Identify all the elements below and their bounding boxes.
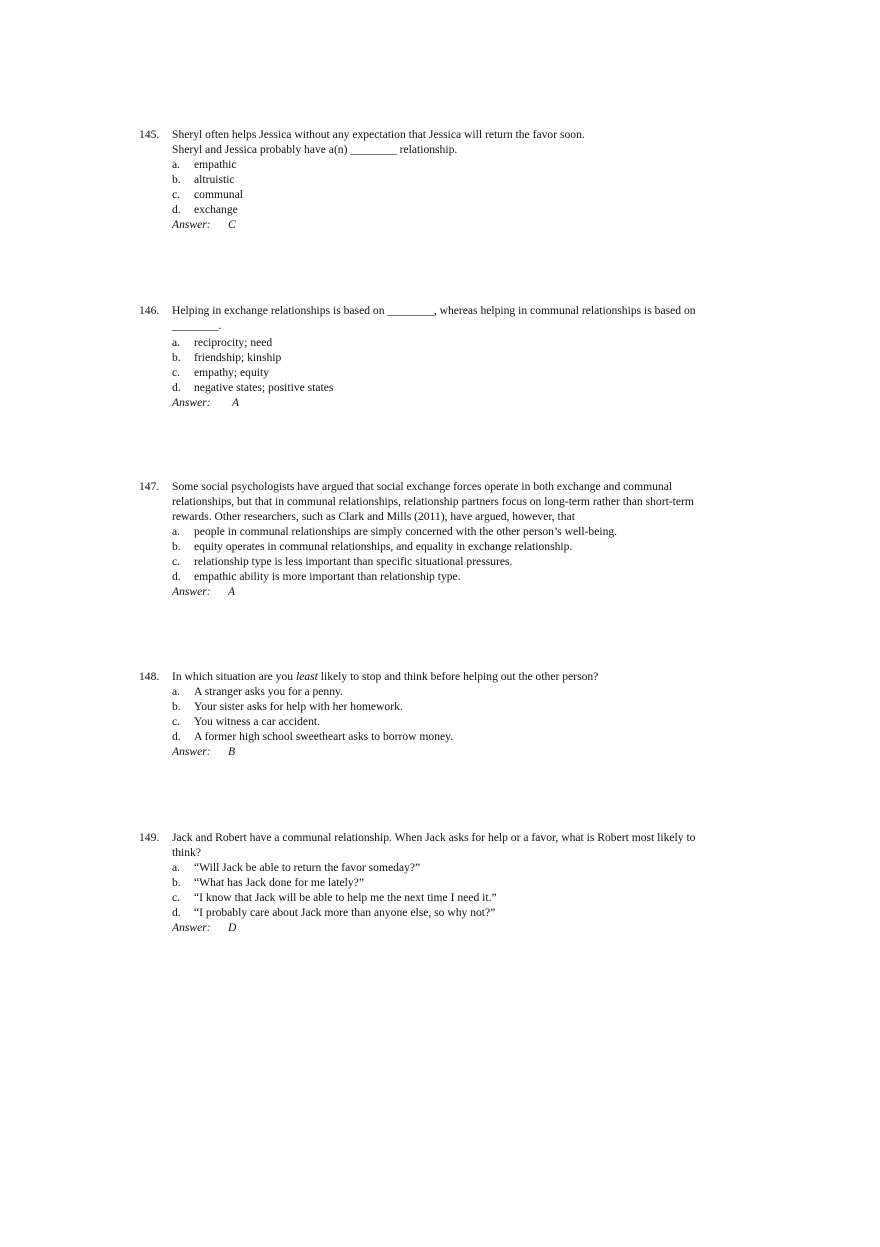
option-list — [172, 860, 739, 920]
answer-label: Answer: — [172, 396, 211, 409]
question-body — [172, 127, 739, 232]
option-b — [172, 350, 739, 365]
option-text: empathy; equity — [194, 366, 270, 379]
option-a — [172, 684, 739, 699]
question-stem — [172, 303, 739, 333]
question-body — [172, 669, 739, 759]
option-text: You witness a car accident. — [194, 715, 320, 728]
question-stem-text: likely to stop and think before helping out the other person? — [317, 670, 599, 683]
option-letter: a. — [172, 336, 181, 349]
answer-value: D — [228, 921, 237, 934]
answer-label: Answer: — [172, 921, 211, 934]
answer-label: Answer: — [172, 585, 211, 598]
option-text: “I probably care about Jack more than anyone else, so why not?” — [194, 906, 496, 919]
answer-label: Answer: — [172, 745, 211, 758]
question-stem-line: ________. — [172, 319, 222, 332]
option-letter: c. — [172, 555, 181, 568]
answer-line — [172, 920, 739, 935]
option-letter: a. — [172, 158, 181, 171]
answer-label: Answer: — [172, 218, 211, 231]
question-number: 148. — [139, 670, 160, 683]
option-letter: b. — [172, 351, 181, 364]
option-text: friendship; kinship — [194, 351, 282, 364]
option-c — [172, 187, 739, 202]
option-a — [172, 157, 739, 172]
option-letter: b. — [172, 876, 181, 889]
option-letter: b. — [172, 700, 181, 713]
option-letter: c. — [172, 715, 181, 728]
option-letter: d. — [172, 203, 181, 216]
answer-line — [172, 584, 739, 599]
option-text: empathic — [194, 158, 237, 171]
question-stem — [172, 830, 739, 860]
option-letter: c. — [172, 366, 181, 379]
option-d — [172, 729, 739, 744]
question-146 — [139, 303, 739, 410]
option-text: negative states; positive states — [194, 381, 334, 394]
option-c — [172, 554, 739, 569]
option-letter: c. — [172, 188, 181, 201]
question-number: 145. — [139, 128, 160, 141]
option-letter: d. — [172, 570, 181, 583]
question-stem — [172, 479, 739, 524]
option-list — [172, 684, 739, 744]
option-letter: a. — [172, 861, 181, 874]
option-text: relationship type is less important than specific situational pressures. — [194, 555, 513, 568]
option-b — [172, 172, 739, 187]
option-letter: d. — [172, 906, 181, 919]
question-stem — [172, 127, 739, 157]
option-c — [172, 714, 739, 729]
question-147 — [139, 479, 739, 599]
question-stem-line: Jack and Robert have a communal relationship. When Jack asks for help or a favor, what is Robert most likely to — [172, 831, 696, 844]
option-text: A stranger asks you for a penny. — [194, 685, 343, 698]
option-b — [172, 539, 739, 554]
option-text: exchange — [194, 203, 238, 216]
option-list — [172, 157, 739, 217]
option-a — [172, 335, 739, 350]
question-number: 147. — [139, 480, 160, 493]
option-text: “I know that Jack will be able to help me the next time I need it.” — [194, 891, 497, 904]
option-letter: c. — [172, 891, 181, 904]
option-b — [172, 875, 739, 890]
option-d — [172, 905, 739, 920]
question-stem-emphasis: least — [295, 670, 318, 683]
option-letter: d. — [172, 730, 181, 743]
option-d — [172, 380, 739, 395]
option-text: A former high school sweetheart asks to borrow money. — [194, 730, 454, 743]
option-letter: b. — [172, 540, 181, 553]
question-149 — [139, 830, 739, 935]
question-stem-line: relationships, but that in communal relationships, relationship partners focus on long-term rather than short-term — [172, 495, 694, 508]
option-text: “Will Jack be able to return the favor someday?” — [194, 861, 421, 874]
question-body — [172, 479, 739, 599]
question-number: 149. — [139, 831, 160, 844]
option-text: communal — [194, 188, 243, 201]
question-145 — [139, 127, 739, 232]
option-letter: b. — [172, 173, 181, 186]
question-stem-text: In which situation are you — [172, 670, 296, 683]
question-stem-line: Some social psychologists have argued that social exchange forces operate in both exchange and communal — [172, 480, 673, 493]
option-text: altruistic — [194, 173, 235, 186]
answer-value: C — [228, 218, 236, 231]
option-list — [172, 335, 739, 395]
option-text: Your sister asks for help with her homework. — [194, 700, 403, 713]
option-letter: a. — [172, 685, 181, 698]
option-text: “What has Jack done for me lately?” — [194, 876, 364, 889]
question-stem-line: rewards. Other researchers, such as Clark and Mills (2011), have argued, however, that — [172, 510, 575, 523]
option-a — [172, 860, 739, 875]
option-letter: a. — [172, 525, 181, 538]
answer-value: A — [232, 396, 240, 409]
option-b — [172, 699, 739, 714]
question-stem-line: Helping in exchange relationships is based on ________, whereas helping in communal relationships is based on — [172, 304, 696, 317]
question-148 — [139, 669, 739, 759]
option-c — [172, 365, 739, 380]
question-stem — [172, 669, 739, 684]
question-stem-line: think? — [172, 846, 201, 859]
option-text: people in communal relationships are simply concerned with the other person’s well-being. — [194, 525, 618, 538]
option-text: empathic ability is more important than relationship type. — [194, 570, 461, 583]
question-number: 146. — [139, 304, 160, 317]
option-d — [172, 569, 739, 584]
answer-line — [172, 744, 739, 759]
option-d — [172, 202, 739, 217]
answer-value: A — [228, 585, 236, 598]
answer-line — [172, 217, 739, 232]
answer-line — [172, 395, 739, 410]
option-text: equity operates in communal relationships, and equality in exchange relationship. — [194, 540, 573, 553]
question-stem-line: Sheryl and Jessica probably have a(n) ________ relationship. — [172, 143, 458, 156]
option-list — [172, 524, 739, 584]
question-stem-line: Sheryl often helps Jessica without any expectation that Jessica will return the favor soon. — [172, 128, 585, 141]
question-body — [172, 303, 739, 410]
option-letter: d. — [172, 381, 181, 394]
option-text: reciprocity; need — [194, 336, 273, 349]
option-c — [172, 890, 739, 905]
question-body — [172, 830, 739, 935]
option-a — [172, 524, 739, 539]
answer-value: B — [228, 745, 236, 758]
